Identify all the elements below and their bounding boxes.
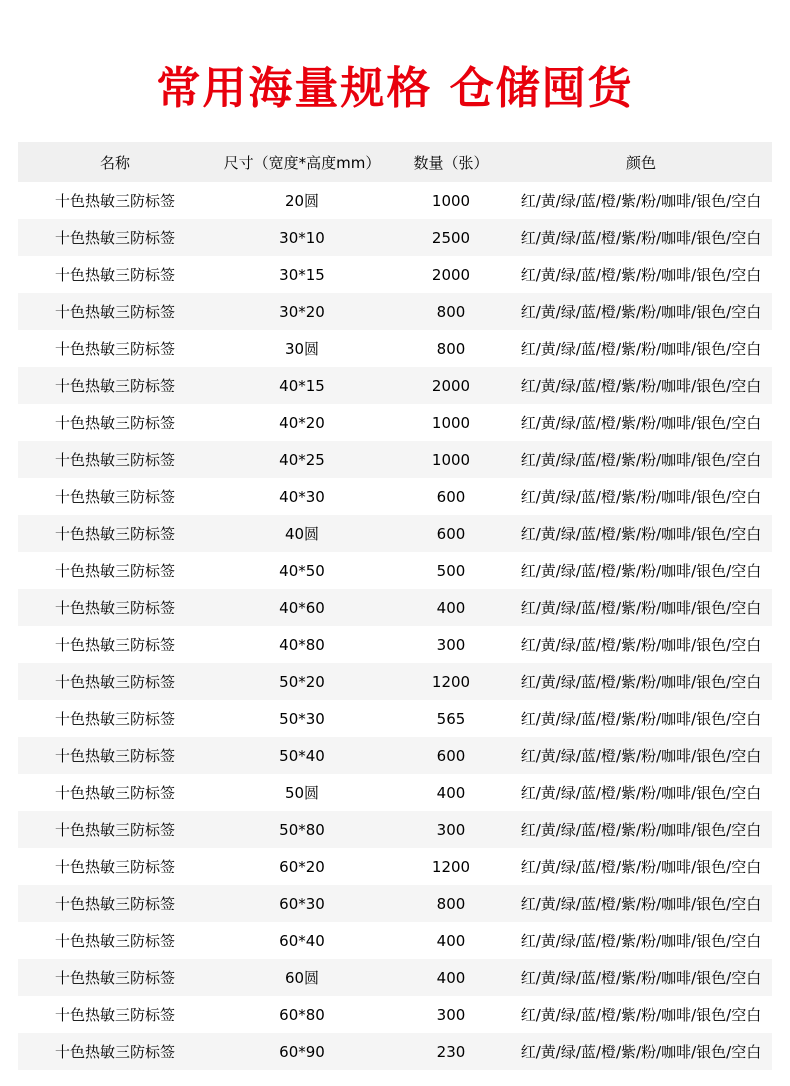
cell-size: 50圆 <box>284 784 320 802</box>
cell-size: 30*20 <box>279 302 325 321</box>
cell-quantity: 300 <box>436 1005 466 1024</box>
cell-color: 红/黄/绿/蓝/橙/紫/粉/咖啡/银色/空白 <box>520 969 762 987</box>
cell-name: 十色热敏三防标签 <box>54 414 175 432</box>
column-header-name: 名称 <box>18 142 212 182</box>
table-header-row <box>18 142 772 182</box>
table-row <box>18 848 772 885</box>
cell-quantity: 565 <box>436 709 466 728</box>
cell-color: 红/黄/绿/蓝/橙/紫/粉/咖啡/银色/空白 <box>520 377 762 395</box>
cell-quantity: 600 <box>436 524 466 543</box>
cell-size: 50*40 <box>279 746 325 765</box>
table-row <box>18 293 772 330</box>
cell-color: 红/黄/绿/蓝/橙/紫/粉/咖啡/银色/空白 <box>520 747 762 765</box>
cell-color: 红/黄/绿/蓝/橙/紫/粉/咖啡/银色/空白 <box>520 414 762 432</box>
table-row <box>18 182 772 219</box>
table-header <box>18 142 772 182</box>
cell-quantity: 300 <box>436 635 466 654</box>
cell-quantity: 1000 <box>431 191 471 210</box>
cell-quantity: 2500 <box>431 228 471 247</box>
cell-size: 20圆 <box>284 192 320 210</box>
table-body <box>18 182 772 1070</box>
cell-name: 十色热敏三防标签 <box>54 969 175 987</box>
table-row <box>18 996 772 1033</box>
cell-name: 十色热敏三防标签 <box>54 488 175 506</box>
cell-size: 40*50 <box>279 561 325 580</box>
table-row <box>18 1033 772 1070</box>
table-row <box>18 811 772 848</box>
cell-size: 60*30 <box>279 894 325 913</box>
cell-name: 十色热敏三防标签 <box>54 451 175 469</box>
table-row <box>18 441 772 478</box>
cell-color: 红/黄/绿/蓝/橙/紫/粉/咖啡/银色/空白 <box>520 266 762 284</box>
cell-quantity: 2000 <box>431 376 471 395</box>
cell-color: 红/黄/绿/蓝/橙/紫/粉/咖啡/银色/空白 <box>520 932 762 950</box>
column-header-size: 尺寸（宽度*高度mm） <box>212 142 392 182</box>
cell-quantity: 1200 <box>431 857 471 876</box>
cell-quantity: 800 <box>436 302 466 321</box>
spec-table <box>18 142 772 1070</box>
cell-name: 十色热敏三防标签 <box>54 599 175 617</box>
cell-color: 红/黄/绿/蓝/橙/紫/粉/咖啡/银色/空白 <box>520 821 762 839</box>
cell-size: 30*10 <box>279 228 325 247</box>
cell-color: 红/黄/绿/蓝/橙/紫/粉/咖啡/银色/空白 <box>520 525 762 543</box>
cell-quantity: 600 <box>436 746 466 765</box>
table-row <box>18 589 772 626</box>
cell-color: 红/黄/绿/蓝/橙/紫/粉/咖啡/银色/空白 <box>520 340 762 358</box>
cell-size: 30圆 <box>284 340 320 358</box>
cell-size: 50*80 <box>279 820 325 839</box>
cell-size: 40*15 <box>279 376 325 395</box>
cell-size: 60*20 <box>279 857 325 876</box>
cell-color: 红/黄/绿/蓝/橙/紫/粉/咖啡/银色/空白 <box>520 895 762 913</box>
cell-name: 十色热敏三防标签 <box>54 858 175 876</box>
cell-name: 十色热敏三防标签 <box>54 229 175 247</box>
table-row <box>18 367 772 404</box>
cell-name: 十色热敏三防标签 <box>54 784 175 802</box>
cell-name: 十色热敏三防标签 <box>54 821 175 839</box>
cell-name: 十色热敏三防标签 <box>54 377 175 395</box>
table-row <box>18 478 772 515</box>
table-row <box>18 922 772 959</box>
cell-size: 30*15 <box>279 265 325 284</box>
cell-quantity: 2000 <box>431 265 471 284</box>
cell-quantity: 500 <box>436 561 466 580</box>
table-row <box>18 959 772 996</box>
cell-color: 红/黄/绿/蓝/橙/紫/粉/咖啡/银色/空白 <box>520 673 762 691</box>
cell-color: 红/黄/绿/蓝/橙/紫/粉/咖啡/银色/空白 <box>520 192 762 210</box>
cell-size: 60*90 <box>279 1042 325 1061</box>
cell-name: 十色热敏三防标签 <box>54 192 175 210</box>
table-row <box>18 774 772 811</box>
cell-name: 十色热敏三防标签 <box>54 562 175 580</box>
cell-color: 红/黄/绿/蓝/橙/紫/粉/咖啡/银色/空白 <box>520 1043 762 1061</box>
cell-name: 十色热敏三防标签 <box>54 525 175 543</box>
table-row <box>18 700 772 737</box>
cell-quantity: 400 <box>436 598 466 617</box>
cell-quantity: 800 <box>436 339 466 358</box>
column-header-quantity: 数量（张） <box>392 142 510 182</box>
cell-size: 50*20 <box>279 672 325 691</box>
cell-quantity: 800 <box>436 894 466 913</box>
table-row <box>18 737 772 774</box>
cell-name: 十色热敏三防标签 <box>54 303 175 321</box>
cell-color: 红/黄/绿/蓝/橙/紫/粉/咖啡/银色/空白 <box>520 303 762 321</box>
table-row <box>18 219 772 256</box>
cell-size: 50*30 <box>279 709 325 728</box>
cell-size: 60*40 <box>279 931 325 950</box>
cell-quantity: 400 <box>436 783 466 802</box>
cell-color: 红/黄/绿/蓝/橙/紫/粉/咖啡/银色/空白 <box>520 451 762 469</box>
cell-size: 40*20 <box>279 413 325 432</box>
cell-quantity: 1000 <box>431 413 471 432</box>
cell-size: 40*25 <box>279 450 325 469</box>
cell-name: 十色热敏三防标签 <box>54 932 175 950</box>
table-row <box>18 515 772 552</box>
cell-color: 红/黄/绿/蓝/橙/紫/粉/咖啡/银色/空白 <box>520 636 762 654</box>
cell-color: 红/黄/绿/蓝/橙/紫/粉/咖啡/银色/空白 <box>520 562 762 580</box>
table-row <box>18 552 772 589</box>
cell-size: 60*80 <box>279 1005 325 1024</box>
cell-color: 红/黄/绿/蓝/橙/紫/粉/咖啡/银色/空白 <box>520 1006 762 1024</box>
cell-name: 十色热敏三防标签 <box>54 266 175 284</box>
cell-color: 红/黄/绿/蓝/橙/紫/粉/咖啡/银色/空白 <box>520 710 762 728</box>
cell-size: 40*80 <box>279 635 325 654</box>
cell-quantity: 300 <box>436 820 466 839</box>
cell-size: 40*60 <box>279 598 325 617</box>
cell-color: 红/黄/绿/蓝/橙/紫/粉/咖啡/银色/空白 <box>520 599 762 617</box>
cell-name: 十色热敏三防标签 <box>54 710 175 728</box>
cell-name: 十色热敏三防标签 <box>54 340 175 358</box>
table-row <box>18 330 772 367</box>
cell-quantity: 400 <box>436 931 466 950</box>
cell-color: 红/黄/绿/蓝/橙/紫/粉/咖啡/银色/空白 <box>520 784 762 802</box>
cell-quantity: 1000 <box>431 450 471 469</box>
cell-quantity: 400 <box>436 968 466 987</box>
cell-color: 红/黄/绿/蓝/橙/紫/粉/咖啡/银色/空白 <box>520 858 762 876</box>
cell-name: 十色热敏三防标签 <box>54 1006 175 1024</box>
table-row <box>18 404 772 441</box>
page-title: 常用海量规格 仓储囤货 <box>156 63 634 114</box>
cell-name: 十色热敏三防标签 <box>54 673 175 691</box>
cell-size: 40*30 <box>279 487 325 506</box>
cell-quantity: 230 <box>436 1042 466 1061</box>
cell-quantity: 600 <box>436 487 466 506</box>
cell-color: 红/黄/绿/蓝/橙/紫/粉/咖啡/银色/空白 <box>520 488 762 506</box>
table-row <box>18 256 772 293</box>
cell-name: 十色热敏三防标签 <box>54 895 175 913</box>
cell-quantity: 1200 <box>431 672 471 691</box>
cell-size: 60圆 <box>284 969 320 987</box>
cell-name: 十色热敏三防标签 <box>54 747 175 765</box>
cell-name: 十色热敏三防标签 <box>54 636 175 654</box>
column-header-color: 颜色 <box>510 142 772 182</box>
table-row <box>18 626 772 663</box>
cell-name: 十色热敏三防标签 <box>54 1043 175 1061</box>
table-row <box>18 885 772 922</box>
cell-size: 40圆 <box>284 525 320 543</box>
cell-color: 红/黄/绿/蓝/橙/紫/粉/咖啡/银色/空白 <box>520 229 762 247</box>
table-row <box>18 663 772 700</box>
